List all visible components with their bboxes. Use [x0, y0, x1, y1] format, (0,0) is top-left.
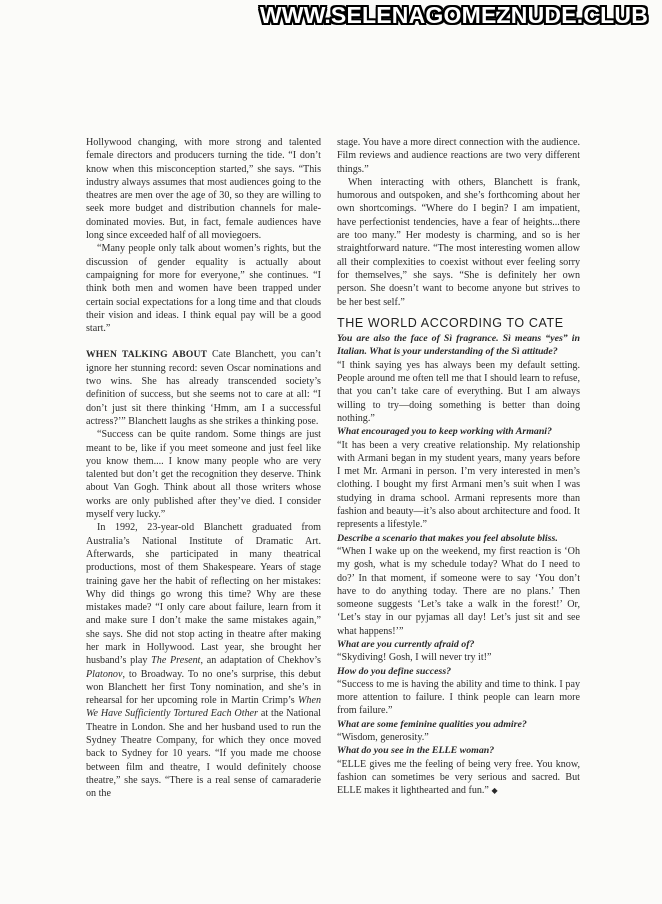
left-paragraph-3-text: Cate Blanchett, you can’t ignore her stunning record: seven Oscar nominations and two wins. She has already transcended society’s definition of success, but she seems not to care at all: “I don’t just sit there thinking ‘Hmm, am I a successful actress?’” Blanchett laughs as she strikes a thinking pose. [86, 349, 321, 427]
end-mark-icon: ◆ [491, 786, 498, 796]
left-paragraph-3 [86, 348, 321, 428]
answer-2: “It has been a very creative relationship. My relationship with Armani began in my student years, many years before I met Mr. Armani in person. I’m very interested in men’s clothing. I bought my first Armani men’s suit when I was studying in drama school. Armani represents more than fashion and beauty—it’s also about architecture and food. It represents a lifestyle.” [337, 439, 580, 531]
platonov-title: Platonov [86, 668, 123, 680]
question-3: Describe a scenario that makes you feel absolute bliss. [337, 532, 558, 544]
answer-3: “When I wake up on the weekend, my first reaction is ‘Oh my gosh, what is my schedule today? What do I need to do?’ In that moment, if someone were to say ‘You don’t have to do anything today. There are no plans.’ Then someone suggests ‘Let’s take a walk in the forest!’ Or, ‘Let’s stay in our pyjamas all day! Let’s just sit and see what happens!’” [337, 545, 580, 637]
answer-7-text: “ELLE gives me the feeling of being very free. You know, fashion can sometimes be very serious and sacred. But ELLE makes it lighthearted and fun.” [337, 758, 580, 797]
section-lead-in: WHEN TALKING ABOUT [86, 349, 208, 361]
question-5: How do you define success? [337, 665, 452, 677]
left-column [86, 136, 321, 801]
p5-text-d: at the National Theatre in London. She and her husband used to run the Sydney Theatre Company, for which they once moved back to Sydney for 10 years. “If you made me choose between film and theatre, I would definitely choose theatre,” she says. “There is a real sense of camaraderie on the [86, 708, 321, 800]
question-4: What are you currently afraid of? [337, 638, 475, 650]
question-1: You are also the face of Sì fragrance. Sì means “yes” in Italian. What is your understanding of the Sì attitude? [337, 333, 580, 358]
answer-4: “Skydiving! Gosh, I will never try it!” [337, 652, 492, 664]
left-paragraph-4: “Success can be quite random. Some things are just meant to be, like if you meet someone and just feel like you know them.... I know many people who are very talented but don’t get the recognition they deserve. Think about Van Gogh. Think about all those writers whose works are only published after they’ve died. I consider myself very lucky.” [86, 429, 321, 521]
left-paragraph-2: “Many people only talk about women’s rights, but the discussion of gender equality is actually about campaigning for more for everyone,” she continues. “I think both men and women have been trapped under certain social expectations for a long time and that clouds their vision and ideas. I think equal pay will be a good start.” [86, 243, 321, 335]
right-paragraph-2: When interacting with others, Blanchett is frank, humorous and outspoken, and she’s forthcoming about her own shortcomings. “Where do I begin? I am impatient, have perfectionist tendencies, have a fear of heights...there are too many.” Her modesty is charming, and so is her straightforward nature. “The most interesting women allow all their complexities to coexist without ever feeling sorry for themselves,” she says. “She is definitely her own person. She doesn’t want to become anyone but strives to be her best self.” [337, 176, 580, 308]
p5-text-a: In 1992, 23-year-old Blanchett graduated from Australia’s National Institute of Dramatic Art. Afterwards, she participated in many theatrical productions, most of them Shakespeare. Years of stage training gave her the habit of reflecting on her mistakes: Why did things go wrong this time? Why are these mistakes made? “I only care about failure, learn from it and make sure I don’t make the same mistakes again,” she says. She did not stop acting in theatre after making her mark in Hollywood. Last year, she brought her husband’s play [86, 522, 321, 667]
right-column [337, 136, 580, 798]
play-title: The Present [151, 655, 201, 667]
p5-text-b: , an adaptation of Chekhov’s [200, 655, 321, 667]
answer-6: “Wisdom, generosity.” [337, 732, 429, 744]
question-7: What do you see in the ELLE woman? [337, 745, 495, 757]
answer-7 [337, 758, 580, 798]
section-heading: THE WORLD ACCORDING TO CATE [337, 315, 564, 330]
answer-5: “Success to me is having the ability and time to think. I pay more attention to failure. I think people can learn more from failure.” [337, 678, 580, 717]
right-paragraph-1: stage. You have a more direct connection with the audience. Film reviews and audience reactions are two very different things.” [337, 137, 580, 175]
left-paragraph-1: Hollywood changing, with more strong and talented female directors and producers turning the tide. “I don’t know when this misconception started,” she says. “This industry always assumes that most audiences going to the theatres are men over the age of 30, so they are willing to seek more budget and distribution channels for male-dominated movies. But, in fact, female audiences have long since exceeded half of all moviegoers. [86, 137, 321, 242]
left-paragraph-5 [86, 521, 321, 800]
p5-text-c: , to Broadway. To no one’s surprise, this debut won Blanchett her first Tony nomination, and she’s in rehearsal for her upcoming role in Martin Crimp’s [86, 668, 321, 707]
crimp-play-title: When We Have Sufficiently Tortured Each Other [86, 695, 321, 720]
answer-1: “I think saying yes has always been my default setting. People around me often tell me that I should learn to refuse, that you can’t take care of everything. But I am always willing to try—doing something is better than doing nothing.” [337, 359, 580, 424]
question-6: What are some feminine qualities you admire? [337, 718, 527, 730]
watermark: WWW.SELENAGOMEZNUDE.CLUB [259, 2, 648, 28]
question-2: What encouraged you to keep working with Armani? [337, 426, 552, 438]
